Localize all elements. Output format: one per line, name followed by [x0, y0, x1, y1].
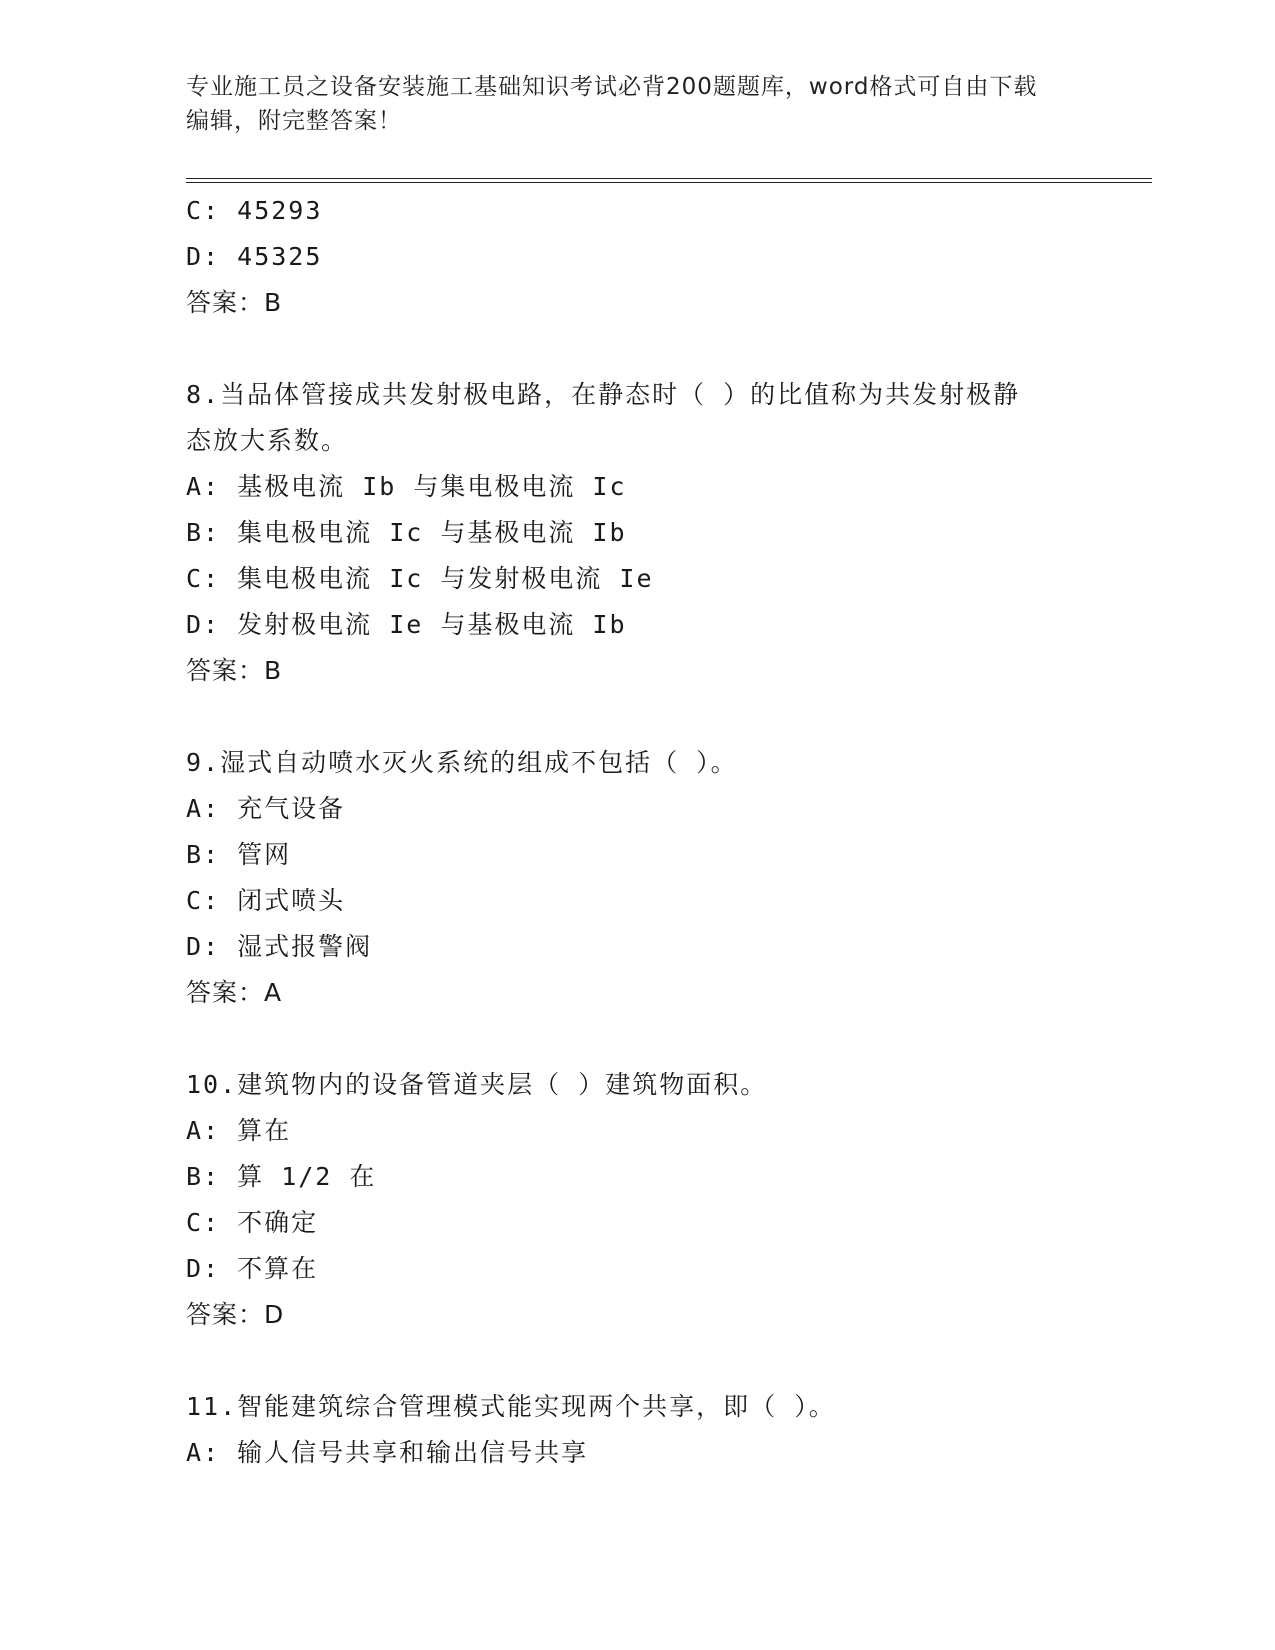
answer-option: D: 发射极电流 Ie 与基极电流 Ib: [186, 610, 627, 639]
question-block-q10: [186, 1062, 1152, 1338]
header-divider: [186, 178, 1152, 183]
answer-option: A: 基极电流 Ib 与集电极电流 Ic: [186, 472, 627, 501]
answer-option: B: 集电极电流 Ic 与基极电流 Ib: [186, 518, 627, 547]
answer-option: D: 湿式报警阀: [186, 932, 373, 961]
answer-key: 答案：A: [186, 978, 283, 1007]
answer-key: 答案：D: [186, 1300, 285, 1329]
question-block-q11: [186, 1384, 1152, 1476]
answer-option: B: 管网: [186, 840, 292, 869]
answer-option: A: 输人信号共享和输出信号共享: [186, 1438, 589, 1467]
block-spacer: [186, 694, 1152, 740]
answer-key: 答案：B: [186, 288, 283, 317]
answer-option: A: 充气设备: [186, 794, 346, 823]
answer-option: D: 不算在: [186, 1254, 319, 1283]
question-block-q8: [186, 372, 1152, 694]
answer-option: C: 45293: [186, 196, 323, 225]
block-spacer: [186, 1016, 1152, 1062]
question-block-q7-tail: [186, 188, 1152, 326]
answer-key: 答案：B: [186, 656, 283, 685]
answer-option: B: 算 1/2 在: [186, 1162, 377, 1191]
header-title-line-1: 专业施工员之设备安装施工基础知识考试必背200题题库，word格式可自由下载: [186, 74, 1038, 100]
question-list: [186, 188, 1152, 1476]
question-text: 10.建筑物内的设备管道夹层（ ）建筑物面积。: [186, 1070, 768, 1099]
answer-option: C: 集电极电流 Ic 与发射极电流 Ie: [186, 564, 654, 593]
question-block-q9: [186, 740, 1152, 1016]
answer-option: A: 算在: [186, 1116, 292, 1145]
answer-option: D: 45325: [186, 242, 323, 271]
answer-option: C: 不确定: [186, 1208, 319, 1237]
question-text: 9.湿式自动喷水灭火系统的组成不包括（ ）。: [186, 748, 738, 777]
document-header: [186, 70, 1066, 138]
answer-option: C: 闭式喷头: [186, 886, 346, 915]
block-spacer: [186, 326, 1152, 372]
question-text: 态放大系数。: [186, 426, 349, 455]
question-text: 11.智能建筑综合管理模式能实现两个共享，即（ ）。: [186, 1392, 836, 1421]
block-spacer: [186, 1338, 1152, 1384]
header-title-line-2: 编辑，附完整答案！: [186, 108, 402, 134]
question-text: 8.当品体管接成共发射极电路，在静态时（ ）的比值称为共发射极静: [186, 380, 1021, 409]
